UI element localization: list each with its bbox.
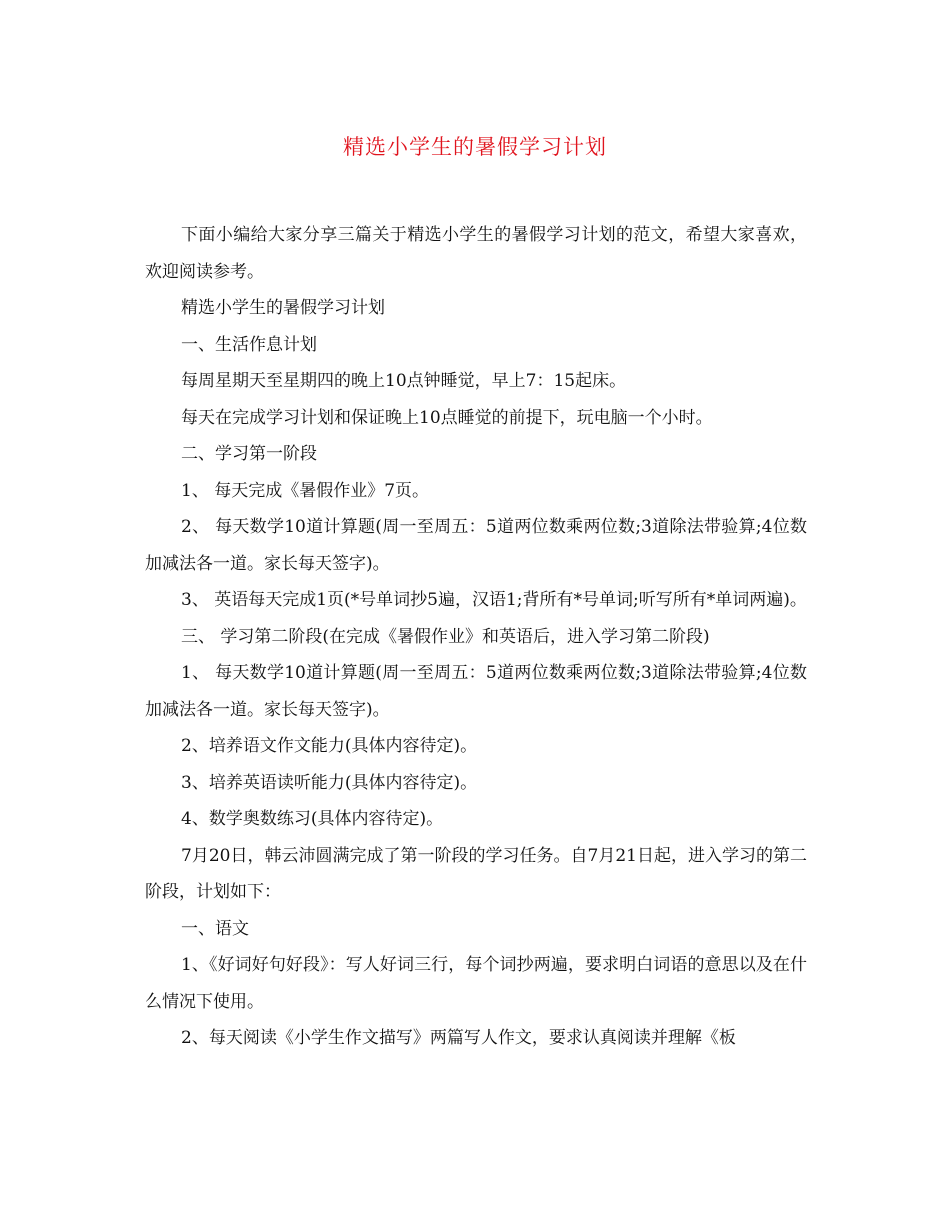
- list-item: 1、 每天数学10道计算题(周一至周五：5道两位数乘两位数;3道除法带验算;4位数加减法各一道。家长每天签字)。: [145, 663, 807, 720]
- paragraph-heading-chinese: 一、语文: [181, 918, 249, 939]
- paragraph-heading-stage-one: 二、学习第一阶段: [181, 444, 317, 464]
- list-item: 3、培养英语读听能力(具体内容待定)。: [181, 772, 478, 793]
- list-item: 2、培养语文作文能力(具体内容待定)。: [181, 736, 478, 756]
- paragraph: 每周星期天至星期四的晚上10点钟睡觉，早上7：15起床。: [181, 371, 627, 391]
- document-title: 精选小学生的暑假学习计划: [343, 135, 607, 159]
- paragraph-heading-schedule: 一、生活作息计划: [181, 334, 317, 355]
- list-item: 4、数学奥数练习(具体内容待定)。: [181, 809, 444, 829]
- list-item: 1、《好词好句好段》：写人好词三行，每个词抄两遍，要求明白词语的意思以及在什么情况下使用。: [145, 955, 807, 1012]
- paragraph: 每天在完成学习计划和保证晚上10点睡觉的前提下，玩电脑一个小时。: [181, 407, 713, 428]
- list-item: 3、 英语每天完成1页(*号单词抄5遍，汉语1;背所有*号单词;听写所有*单词两遍)。: [181, 590, 807, 610]
- paragraph-subtitle: 精选小学生的暑假学习计划: [181, 298, 385, 318]
- list-item: 1、 每天完成《暑假作业》7页。: [181, 480, 430, 501]
- paragraph: 7月20日，韩云沛圆满完成了第一阶段的学习任务。自7月21日起，进入学习的第二阶段，计划如下：: [145, 845, 807, 902]
- list-item: 2、 每天数学10道计算题(周一至周五：5道两位数乘两位数;3道除法带验算;4位数加减法各一道。家长每天签字)。: [145, 517, 807, 574]
- paragraph-intro: 下面小编给大家分享三篇关于精选小学生的暑假学习计划的范文，希望大家喜欢，欢迎阅读参考。: [145, 225, 807, 282]
- paragraph-heading-stage-two: 三、 学习第二阶段(在完成《暑假作业》和英语后，进入学习第二阶段): [181, 626, 710, 647]
- list-item: 2、每天阅读《小学生作文描写》两篇写人作文，要求认真阅读并理解《板: [181, 1028, 736, 1048]
- document-body: [145, 217, 807, 1057]
